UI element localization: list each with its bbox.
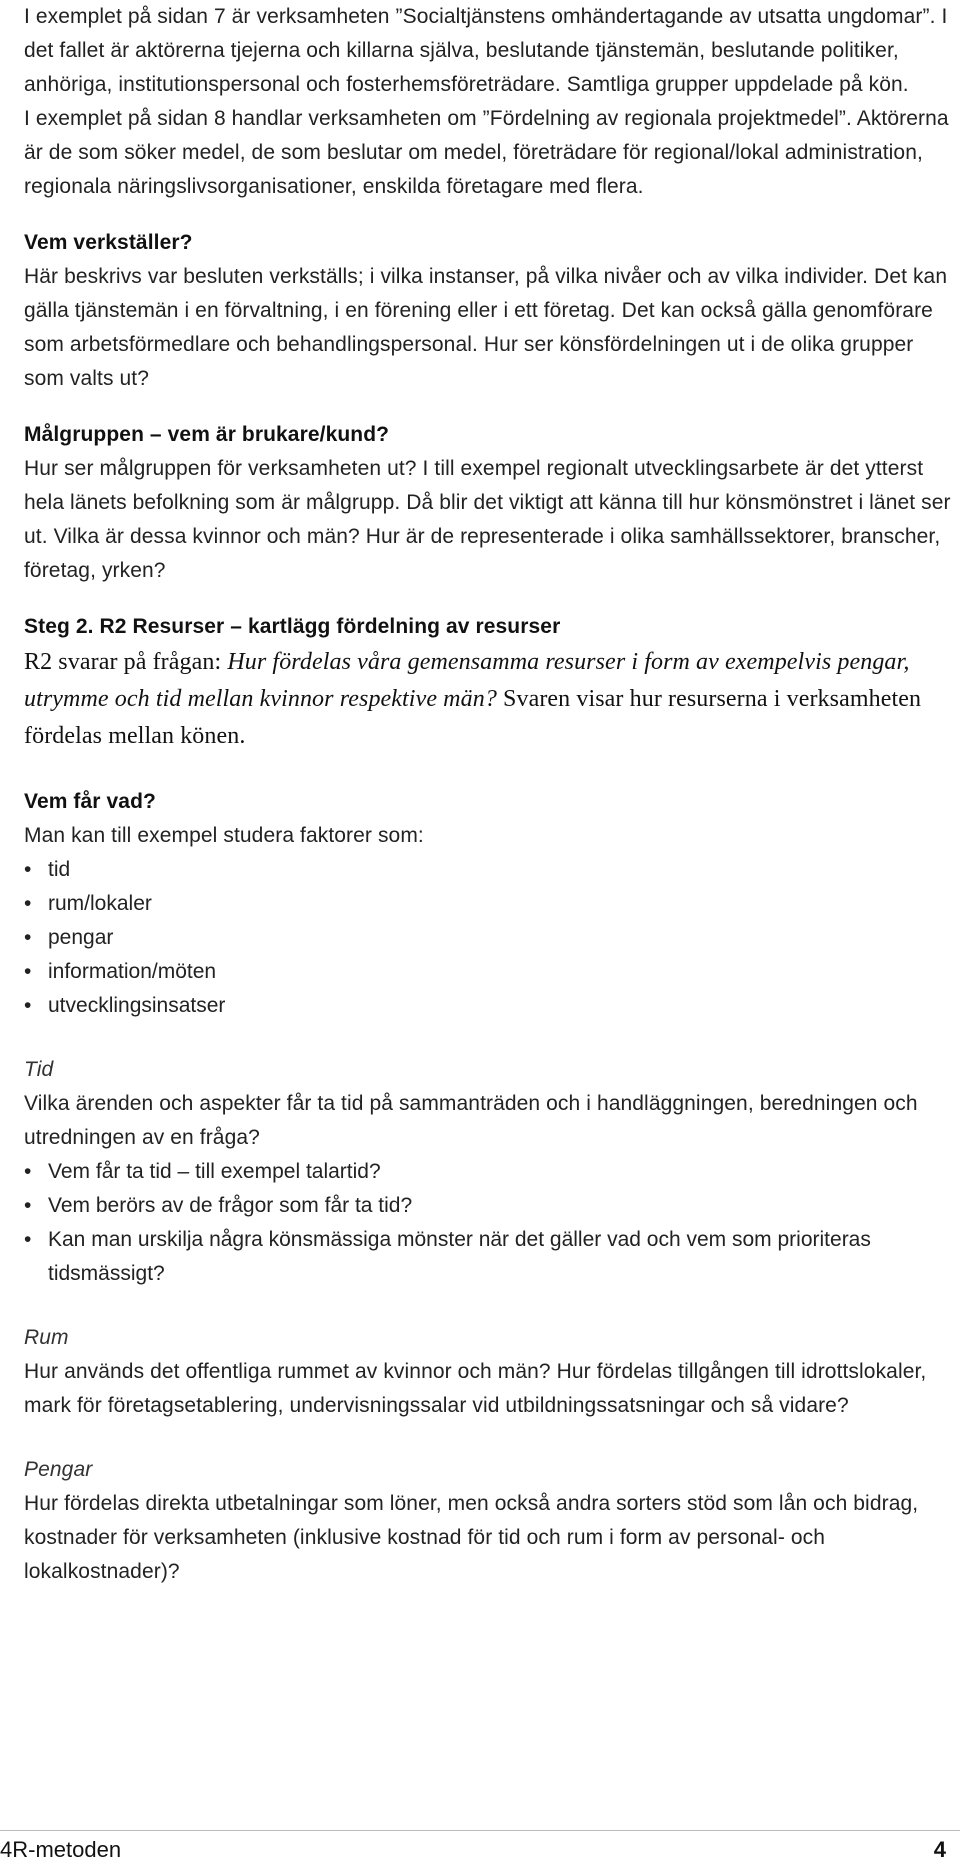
bullet-icon: • bbox=[24, 994, 32, 1017]
bullet-icon: • bbox=[24, 892, 32, 915]
heading-malgruppen: Målgruppen – vem är brukare/kund? bbox=[24, 423, 390, 446]
step2-lead-question: Hur fördelas våra gemensamma resurser i form av exempelvis pengar, utrymme och tid mellan kvinnor respektive män? bbox=[24, 649, 910, 712]
resource-factor-list bbox=[24, 853, 954, 1023]
vem-far-vad-intro: Man kan till exempel studera faktorer som: bbox=[24, 824, 424, 847]
list-item: • rum/lokaler bbox=[24, 887, 954, 921]
intro-paragraph-1: I exemplet på sidan 7 är verksamheten ”Socialtjänstens omhändertagande av utsatta ungdomar”. I det fallet är aktörerna tjejerna och killarna själva, beslutande tjänstemän, beslutande politiker, anhöriga, institutionspersonal och fosterhemsföreträdare. Samtliga grupper uppdelade på kön. bbox=[24, 5, 948, 96]
bullet-icon: • bbox=[24, 1160, 32, 1183]
document-page bbox=[24, 0, 954, 1589]
subheading-tid: Tid bbox=[24, 1058, 54, 1081]
tid-text: Vilka ärenden och aspekter får ta tid på sammanträden och i handläggningen, beredningen och utredningen av en fråga? bbox=[24, 1092, 918, 1149]
pengar-text: Hur fördelas direkta utbetalningar som löner, men också andra sorters stöd som lån och bidrag, kostnader för verksamheten (inklusive kostnad för tid och rum i form av personal- och lokalkostnader)? bbox=[24, 1492, 919, 1583]
list-item: • utvecklingsinsatser bbox=[24, 989, 954, 1023]
bullet-icon: • bbox=[24, 960, 32, 983]
list-item: • Vem berörs av de frågor som får ta tid? bbox=[24, 1189, 954, 1223]
step2-lead-plain: R2 svarar på frågan: bbox=[24, 649, 228, 675]
rum-text: Hur används det offentliga rummet av kvinnor och män? Hur fördelas tillgången till idrottslokaler, mark för företagsetablering, undervisningssalar vid utbildningssatsningar och så vidare? bbox=[24, 1360, 927, 1417]
step2-lead bbox=[24, 644, 954, 755]
list-item: • information/möten bbox=[24, 955, 954, 989]
list-item: • tid bbox=[24, 853, 954, 887]
footer-document-title: 4R-metoden bbox=[0, 1837, 122, 1862]
tid-question-list bbox=[24, 1155, 954, 1291]
subheading-rum: Rum bbox=[24, 1326, 69, 1349]
list-item: • Vem får ta tid – till exempel talartid? bbox=[24, 1155, 954, 1189]
bullet-icon: • bbox=[24, 1194, 32, 1217]
bullet-icon: • bbox=[24, 1228, 32, 1251]
list-item: • pengar bbox=[24, 921, 954, 955]
intro-paragraph-2: I exemplet på sidan 8 handlar verksamheten om ”Fördelning av regionala projektmedel”. Aktörerna är de som söker medel, de som beslutar om medel, företrädare för regional/lokal administration, regionala näringslivsorganisationer, enskilda företagare med flera. bbox=[24, 107, 949, 198]
footer-page-number: 4 bbox=[933, 1837, 946, 1862]
list-item: • Kan man urskilja några könsmässiga mönster när det gäller vad och vem som prioriteras tidsmässigt? bbox=[24, 1223, 954, 1291]
subheading-pengar: Pengar bbox=[24, 1458, 93, 1481]
bullet-icon: • bbox=[24, 858, 32, 881]
heading-vem-verkstaller: Vem verkställer? bbox=[24, 231, 193, 254]
verkstaller-text: Här beskrivs var besluten verkställs; i vilka instanser, på vilka nivåer och av vilka individer. Det kan gälla tjänstemän i en förvaltning, i en förening eller i ett företag. Det kan också gälla genomförare som arbetsförmedlare och behandlingspersonal. Hur ser könsfördelningen ut i de olika grupper som valts ut? bbox=[24, 265, 948, 390]
step2-heading: Steg 2. R2 Resurser – kartlägg fördelning av resurser bbox=[24, 615, 561, 638]
heading-vem-far-vad: Vem får vad? bbox=[24, 790, 156, 813]
malgruppen-text: Hur ser målgruppen för verksamheten ut? I till exempel regionalt utvecklingsarbete är det ytterst hela länets befolkning som är målgrupp. Då blir det viktigt att känna till hur könsmönstret i länet ser ut. Vilka är dessa kvinnor och män? Hur är de representerade i olika samhällssektorer, branscher, företag, yrken? bbox=[24, 457, 951, 582]
bullet-icon: • bbox=[24, 926, 32, 949]
step2-lead-tail: Svaren visar hur resurserna i verksamheten fördelas mellan könen. bbox=[24, 686, 922, 749]
page-footer bbox=[0, 1830, 960, 1868]
